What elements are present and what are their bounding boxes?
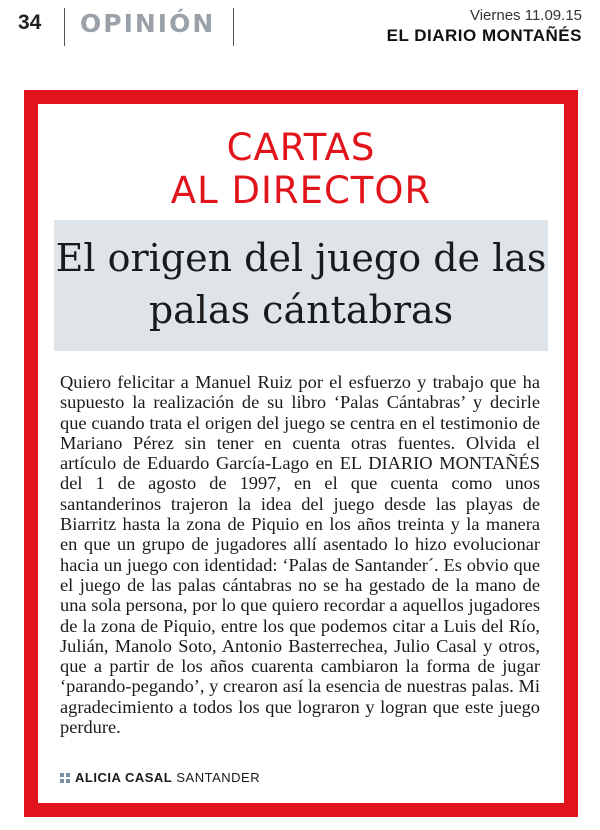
- kicker-line: AL DIRECTOR: [170, 169, 432, 212]
- author-location: SANTANDER: [176, 770, 261, 785]
- kicker-line: CARTAS: [226, 126, 376, 169]
- headline: El origen del juego de las palas cántabras: [55, 236, 547, 332]
- header-divider: [233, 8, 234, 46]
- letter-body: Quiero felicitar a Manuel Ruiz por el esfuerzo y trabajo que ha supuesto la realización de su libro ‘Palas Cántabras’ y decirle que cuando trata el origen del juego se centra en el testimonio de Mariano Pérez sin tener en cuenta otras fuentes. Olvida el artículo de Eduardo García-Lago en EL DIARIO MONTAÑÉS del 1 de agosto de 1997, en el que cuenta como unos santanderinos trajeron la idea del juego desde las playas de Biarritz hasta la zona de Piquio en los años treinta y la manera en que un grupo de jugadores allí asentado lo hizo evolucionar hacia un juego con identidad: ‘Palas de Santander´. Es obvio que el juego de las palas cántabras no se ha gestado de la mano de una sola persona, por lo que quiero recordar a aquellos jugadores de la zona de Piquio, entre los que podemos citar a Luis del Río, Julián, Manolo Soto, Antonio Basterrechea, Julio Casal y otros, que a partir de los años cuarenta cambiaron la forma de jugar ‘parando-pegando’, y crearon así la esencia de nuestras palas. Mi agradecimiento a todos los que lograron y logran que este juego perdure.: [60, 372, 540, 738]
- column-kicker: [38, 126, 564, 212]
- page-header: [0, 0, 600, 60]
- newspaper-name: EL DIARIO MONTAÑÉS: [386, 26, 582, 45]
- page-number: 34: [18, 11, 42, 34]
- header-divider: [64, 8, 65, 46]
- dots-icon: [60, 773, 70, 783]
- letter-signature: [60, 770, 260, 785]
- section-name: OPINIÓN: [80, 9, 216, 38]
- headline-box: [54, 220, 548, 351]
- letter-frame: [24, 90, 578, 817]
- issue-date: Viernes 11.09.15: [469, 7, 582, 24]
- author-name: ALICIA CASAL: [75, 770, 173, 785]
